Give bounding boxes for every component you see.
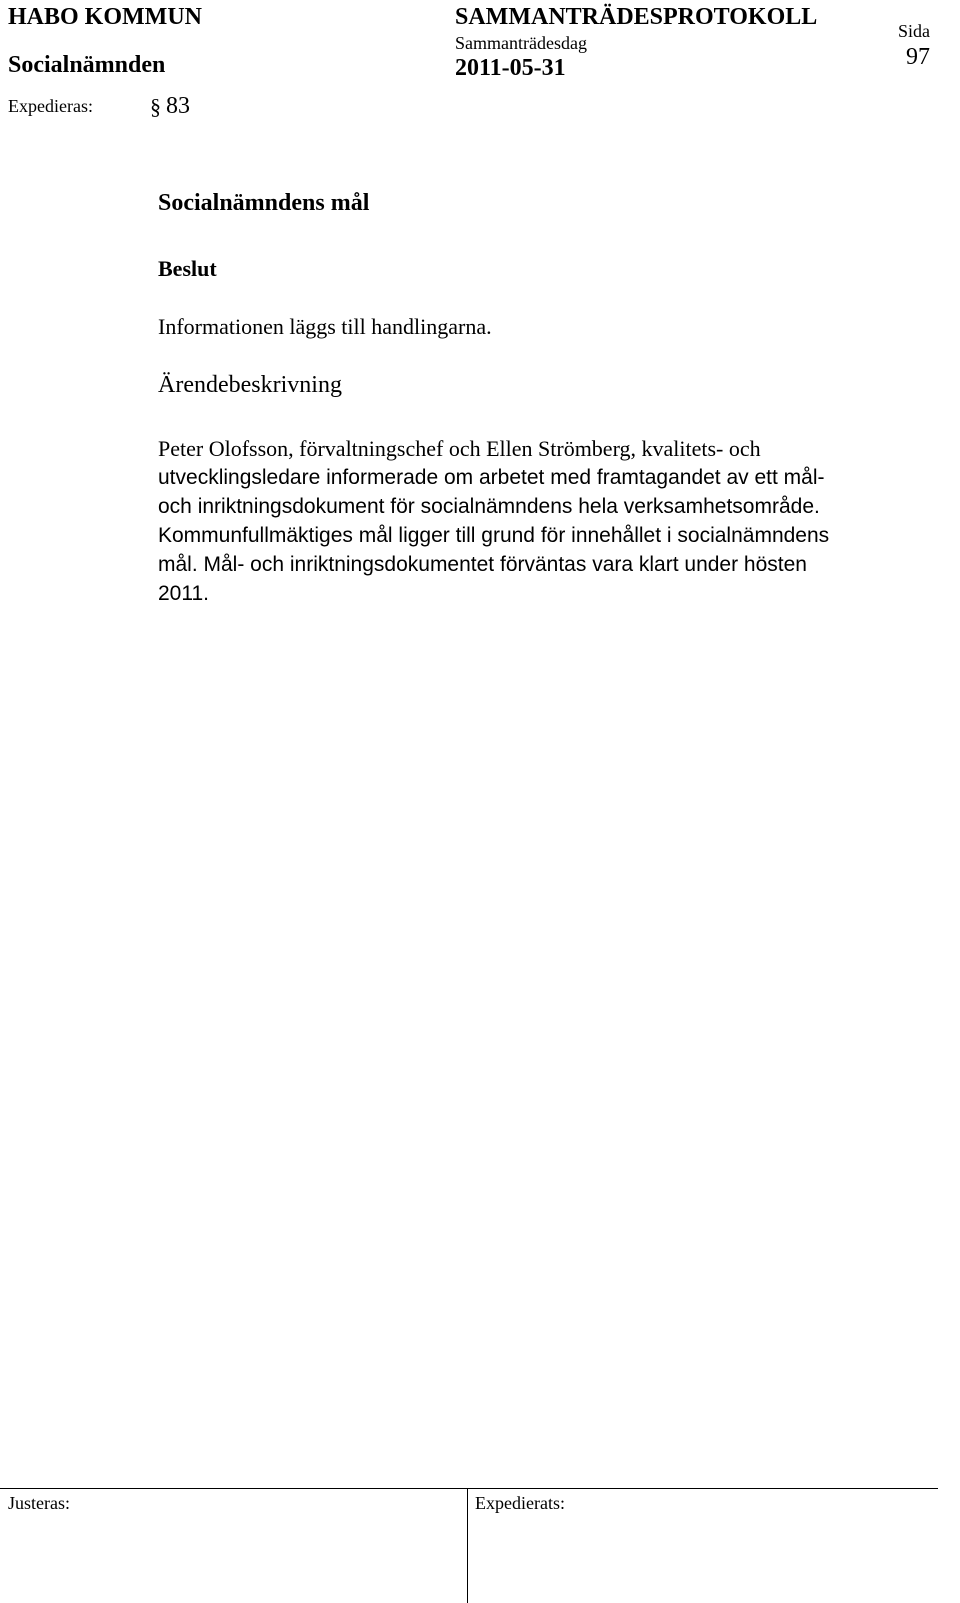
description-paragraph bbox=[158, 434, 948, 608]
description-line: Peter Olofsson, förvaltningschef och Ellen Strömberg, kvalitets- och bbox=[158, 436, 761, 461]
document-type: SAMMANTRÄDESPROTOKOLL bbox=[455, 4, 818, 30]
footer-divider bbox=[467, 1488, 468, 1603]
meeting-date-label: Sammanträdesdag bbox=[455, 33, 587, 53]
footer-rule bbox=[0, 1488, 938, 1489]
meeting-date: 2011-05-31 bbox=[455, 55, 566, 81]
beslut-heading: Beslut bbox=[158, 256, 217, 281]
arende-heading: Ärendebeskrivning bbox=[158, 372, 342, 398]
expedierats-label: Expedierats: bbox=[475, 1493, 565, 1513]
justeras-label: Justeras: bbox=[8, 1493, 70, 1513]
description-line: mål. Mål- och inriktningsdokumentet förväntas vara klart under hösten bbox=[158, 553, 807, 576]
description-line: och inriktningsdokument för socialnämndens hela verksamhetsområde. bbox=[158, 495, 820, 518]
committee-name: Socialnämnden bbox=[8, 52, 166, 78]
beslut-text: Informationen läggs till handlingarna. bbox=[158, 314, 492, 339]
description-line: Kommunfullmäktiges mål ligger till grund för innehållet i socialnämndens bbox=[158, 524, 830, 547]
description-line: 2011. bbox=[158, 582, 209, 605]
expedieras-label: Expedieras: bbox=[8, 96, 93, 116]
description-line: utvecklingsledare informerade om arbetet med framtagandet av ett mål- bbox=[158, 466, 825, 489]
page-number: 97 bbox=[906, 44, 930, 70]
paragraph-sign: § bbox=[150, 94, 161, 119]
document-title: Socialnämndens mål bbox=[158, 190, 370, 216]
page-label: Sida bbox=[897, 21, 930, 41]
organization-name: HABO KOMMUN bbox=[8, 4, 202, 30]
paragraph-number: 83 bbox=[166, 93, 190, 119]
